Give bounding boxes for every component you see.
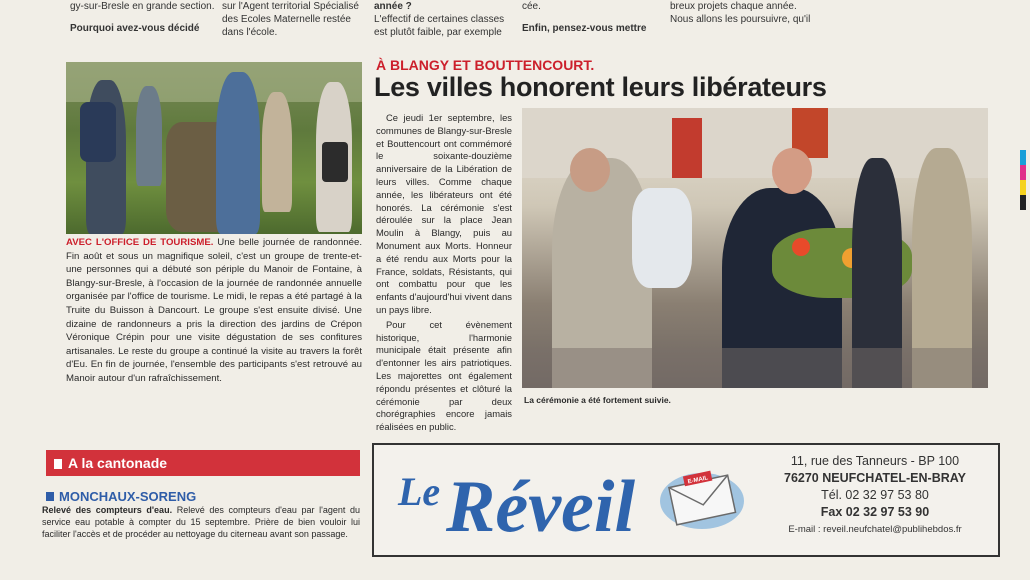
previous-article-strip	[0, 0, 1030, 52]
top-col4-line1: cée.	[522, 1, 541, 12]
liberation-article-p2: Pour cet évènement historique, l'harmonie municipale était présente afin d'entonner les airs patriotiques. Les majorettes ont également répondu présentes et clôturé la cérémonie par deux chorégraphies encore jamais réalisées en public.	[376, 318, 512, 433]
email-badge-text: E-MAIL	[687, 475, 709, 486]
email-envelope-icon	[658, 463, 746, 533]
logo-le-text: Le	[398, 469, 441, 514]
hike-article	[66, 236, 362, 386]
top-col2-line2: des Ecoles Maternelle restée	[222, 14, 351, 25]
ad-tel: Tél. 02 32 97 53 80	[821, 488, 929, 502]
le-reveil-logo	[394, 451, 649, 551]
liberation-article-kicker: À BLANGY ET BOUTTENCOURT.	[376, 57, 595, 73]
hike-article-kicker: AVEC L'OFFICE DE TOURISME.	[66, 237, 214, 248]
ceremony-photo	[522, 108, 988, 388]
top-col4-line2: Enfin, pensez-vous mettre	[522, 23, 647, 34]
top-col1-line1: gy-sur-Bresle en grande section.	[70, 1, 215, 12]
ad-email: E-mail : reveil.neufchatel@publihebdos.fr	[788, 524, 962, 535]
square-icon	[46, 492, 54, 501]
brief-text	[42, 504, 360, 540]
square-icon	[54, 459, 62, 469]
top-col1-line2: Pourquoi avez-vous décidé	[70, 23, 200, 34]
hike-article-text: Une belle journée de randonnée. Fin août et sous un magnifique soleil, c'est un groupe de trente-et-une personnes qui a débuté son périple du Manoir de Fontaine, à Blangy-sur-Bresle, à l'occasion de la journée de randonnée annuelle organisée par l'office de tourisme. Le midi, le repas a été partagé à la Truite du Buisson à Dancourt. Le groupe s'est ensuite divisé. Une dizaine de randonneurs a pris la direction des jardins de Crépon Véronique Crépin pour une visite dégustation de ses confitures artisanales. Le reste du groupe a continué la visite au travers la forêt d'Eu. En fin de journée, l'ensemble des participants s'est retrouvé au Manoir autour d'un rafraîchissement.	[66, 237, 362, 384]
brief-lead: Relevé des compteurs d'eau.	[42, 505, 173, 515]
top-col5-line2: Nous allons les poursuivre, qu'il	[670, 14, 811, 25]
section-header	[46, 450, 360, 476]
ad-fax: Fax 02 32 97 53 90	[820, 505, 930, 519]
top-col5-line1: breux projets chaque année.	[670, 1, 797, 12]
liberation-article-headline: Les villes honorent leurs libérateurs	[374, 72, 827, 102]
section-header-label: A la cantonade	[68, 455, 168, 471]
ad-address-block	[756, 453, 994, 538]
brief-subhead	[46, 489, 196, 504]
top-col3-line2: L'effectif de certaines classes	[374, 14, 505, 25]
top-col2-line3: dans l'école.	[222, 27, 278, 38]
top-col3-line1: année ?	[374, 1, 412, 12]
brief-subhead-label: MONCHAUX-SORENG	[59, 489, 197, 504]
liberation-article-body	[376, 112, 512, 436]
brief-body: Relevé des compteurs d'eau par l'agent du service eau potable à compter du 15 septembre. Prière de bien vouloir lui faciliter l'accès et de procéder au nettoyage du citerneau avant son passage.	[42, 505, 360, 539]
print-color-marks	[1020, 150, 1026, 210]
ad-city: 76270 NEUFCHATEL-EN-BRAY	[784, 471, 966, 485]
hikers-photo	[66, 62, 362, 234]
ceremony-photo-caption: La cérémonie a été fortement suivie.	[524, 395, 671, 405]
top-col2-line1: sur l'Agent territorial Spécialisé	[222, 1, 359, 12]
logo-reveil-text: Réveil	[446, 466, 636, 548]
le-reveil-advertisement	[372, 443, 1000, 557]
ad-address: 11, rue des Tanneurs - BP 100	[790, 454, 960, 468]
top-col3-line3: est plutôt faible, par exemple	[374, 27, 502, 38]
liberation-article-p1: Ce jeudi 1er septembre, les communes de Blangy-sur-Bresle et Bouttencourt ont commémoré le soixante-douzième anniversaire de la Libération de leurs villes. Comme chaque année, les libérateurs ont été honorés. La cérémonie s'est déroulée sur la place Jean Moulin à Blangy, puis au Monument aux Morts. Honneur a été rendu aux Morts pour la France, soldats, Résistants, qui ont combattu pour que les enfants d'aujourd'hui vivent dans un pays libre.	[376, 112, 512, 315]
